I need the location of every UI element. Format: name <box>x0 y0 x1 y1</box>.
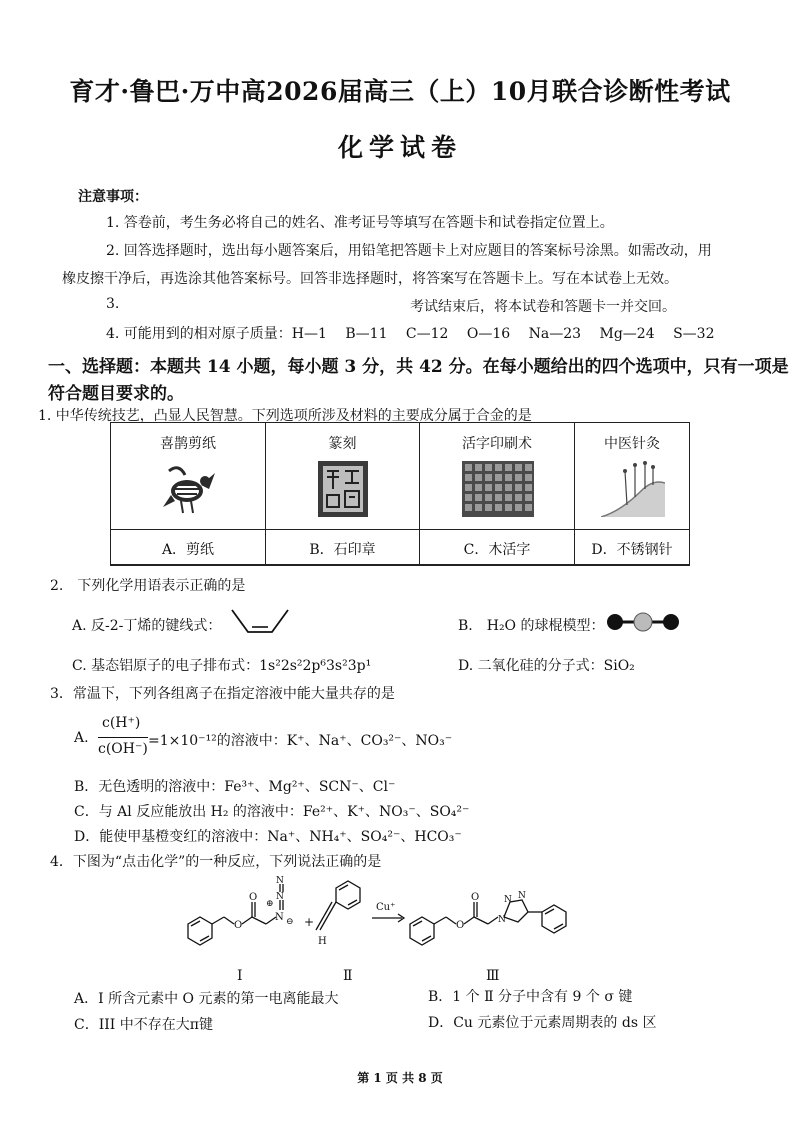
seal-stamp-image <box>316 459 372 519</box>
q2-option-c: C. 基态铝原子的电子排布式：1s²2s²2p⁶3s²3p¹ <box>72 658 372 674</box>
q1-header-c: 活字印刷术 <box>462 436 532 452</box>
q1-option-a-cell <box>110 529 266 566</box>
note-item-3: 考试结束后，将本试卷和答题卡一并交回。 <box>410 299 676 315</box>
svg-text:N: N <box>504 895 512 905</box>
q4-option-c: C．III 中不存在大π键 <box>74 1017 213 1033</box>
q3-option-a-label: A. <box>74 730 89 746</box>
h-atom-label: H <box>318 936 327 947</box>
svg-text:N: N <box>518 891 526 901</box>
cis-butene-line-structure <box>228 604 294 638</box>
q1-option-d: D．不锈钢针 <box>591 542 673 558</box>
q1-option-b-cell <box>265 529 420 566</box>
note-item-4: 4. 可能用到的相对原子质量：H—1 B—11 C—12 O—16 Na—23 Mg—24 S—32 <box>106 326 715 342</box>
q2-option-a: A. 反-2-丁烯的键线式： <box>72 618 222 634</box>
q1-option-c: C．木活字 <box>463 542 531 558</box>
exam-subject-title: 化学试卷 <box>337 133 462 162</box>
acupuncture-needles-image <box>601 461 665 517</box>
q3-option-b: B．无色透明的溶液中：Fe³⁺、Mg²⁺、SCN⁻、Cl⁻ <box>74 779 396 795</box>
svg-text:N: N <box>276 892 284 902</box>
svg-text:N: N <box>276 876 284 886</box>
notes-heading: 注意事项： <box>78 189 148 205</box>
q3-fraction-bar <box>98 737 148 738</box>
compound-label-3: Ⅲ <box>486 968 500 984</box>
water-ball-stick-model <box>604 610 682 634</box>
click-chemistry-reaction-scheme <box>170 872 610 962</box>
q1-option-c-cell <box>419 529 575 566</box>
q4-option-a: A．I 所含元素中 O 元素的第一电离能最大 <box>74 991 339 1007</box>
q1-stem: 1. 中华传统技艺，凸显人民智慧。下列选项所涉及材料的主要成分属于合金的是 <box>38 408 532 424</box>
section-heading: 一、选择题：本题共 14 小题，每小题 3 分，共 42 分。在每小题给出的四个选项中，只有一项是 <box>48 357 789 377</box>
papercut-magpie-image <box>161 459 219 519</box>
q2-stem: 2. 下列化学用语表示正确的是 <box>50 578 246 594</box>
q3-option-a-text: =1×10⁻¹²的溶液中：K⁺、Na⁺、CO₃²⁻、NO₃⁻ <box>148 733 453 749</box>
section-heading-cont: 符合题目要求的。 <box>48 384 184 404</box>
q1-cell-b <box>265 422 420 565</box>
note-item-2: 2. 回答选择题时，选出每小题答案后，用铅笔把答题卡上对应题目的答案标号涂黑。如需改动，用 <box>106 243 712 259</box>
svg-text:⊖: ⊖ <box>286 917 294 927</box>
q3-option-d: D．能使甲基橙变红的溶液中：Na⁺、NH₄⁺、SO₄²⁻、HCO₃⁻ <box>74 829 462 845</box>
svg-text:O: O <box>249 892 258 903</box>
svg-text:N: N <box>498 915 506 925</box>
q1-option-a: A．剪纸 <box>161 542 215 558</box>
q3-fraction-denominator: c(OH⁻) <box>98 741 148 757</box>
q1-table <box>110 422 690 565</box>
svg-text:O: O <box>234 920 243 931</box>
svg-text:O: O <box>456 920 465 931</box>
q3-option-c: C．与 Al 反应能放出 H₂ 的溶液中：Fe²⁺、K⁺、NO₃⁻、SO₄²⁻ <box>74 804 470 820</box>
q4-stem: 4．下图为“点击化学”的一种反应，下列说法正确的是 <box>50 854 382 870</box>
q1-cell-a <box>110 422 266 565</box>
exam-title: 育才·鲁巴·万中高2026届高三（上）10月联合诊断性考试 <box>69 77 731 106</box>
compound-label-1: Ⅰ <box>237 968 243 984</box>
page-footer: 第 1 页 共 8 页 <box>357 1071 443 1085</box>
svg-text:O: O <box>471 892 480 903</box>
q1-cell-c <box>419 422 575 565</box>
q1-header-b: 篆刻 <box>328 436 357 452</box>
note-item-1: 1. 答卷前，考生务必将自己的姓名、准考证号等填写在答题卡和试卷指定位置上。 <box>106 215 614 231</box>
q1-option-b: B．石印章 <box>309 542 376 558</box>
catalyst-label: Cu⁺ <box>376 902 396 913</box>
q1-header-d: 中医针灸 <box>604 436 660 452</box>
movable-type-image <box>462 461 534 517</box>
q4-option-d: D．Cu 元素位于元素周期表的 ds 区 <box>428 1015 657 1031</box>
q1-header-a: 喜鹊剪纸 <box>160 436 216 452</box>
svg-text:N: N <box>275 912 284 923</box>
note-item-2-cont: 橡皮擦干净后，再选涂其他答案标号。回答非选择题时，将答案写在答题卡上。写在本试卷上无效。 <box>62 271 678 287</box>
q1-cell-d <box>574 422 690 565</box>
q2-option-d: D. 二氧化硅的分子式：SiO₂ <box>458 658 635 674</box>
q3-stem: 3．常温下，下列各组离子在指定溶液中能大量共存的是 <box>50 686 395 702</box>
svg-text:+: + <box>304 915 315 929</box>
q4-option-b: B．1 个 Ⅱ 分子中含有 9 个 σ 键 <box>428 989 633 1005</box>
note-item-3-num: 3. <box>106 296 120 312</box>
compound-label-2: Ⅱ <box>343 968 353 984</box>
q2-option-b: B. H₂O 的球棍模型： <box>458 618 605 634</box>
q3-fraction-numerator: c(H⁺) <box>102 715 141 731</box>
q1-option-d-cell <box>574 529 690 566</box>
svg-text:⊕: ⊕ <box>266 899 274 909</box>
